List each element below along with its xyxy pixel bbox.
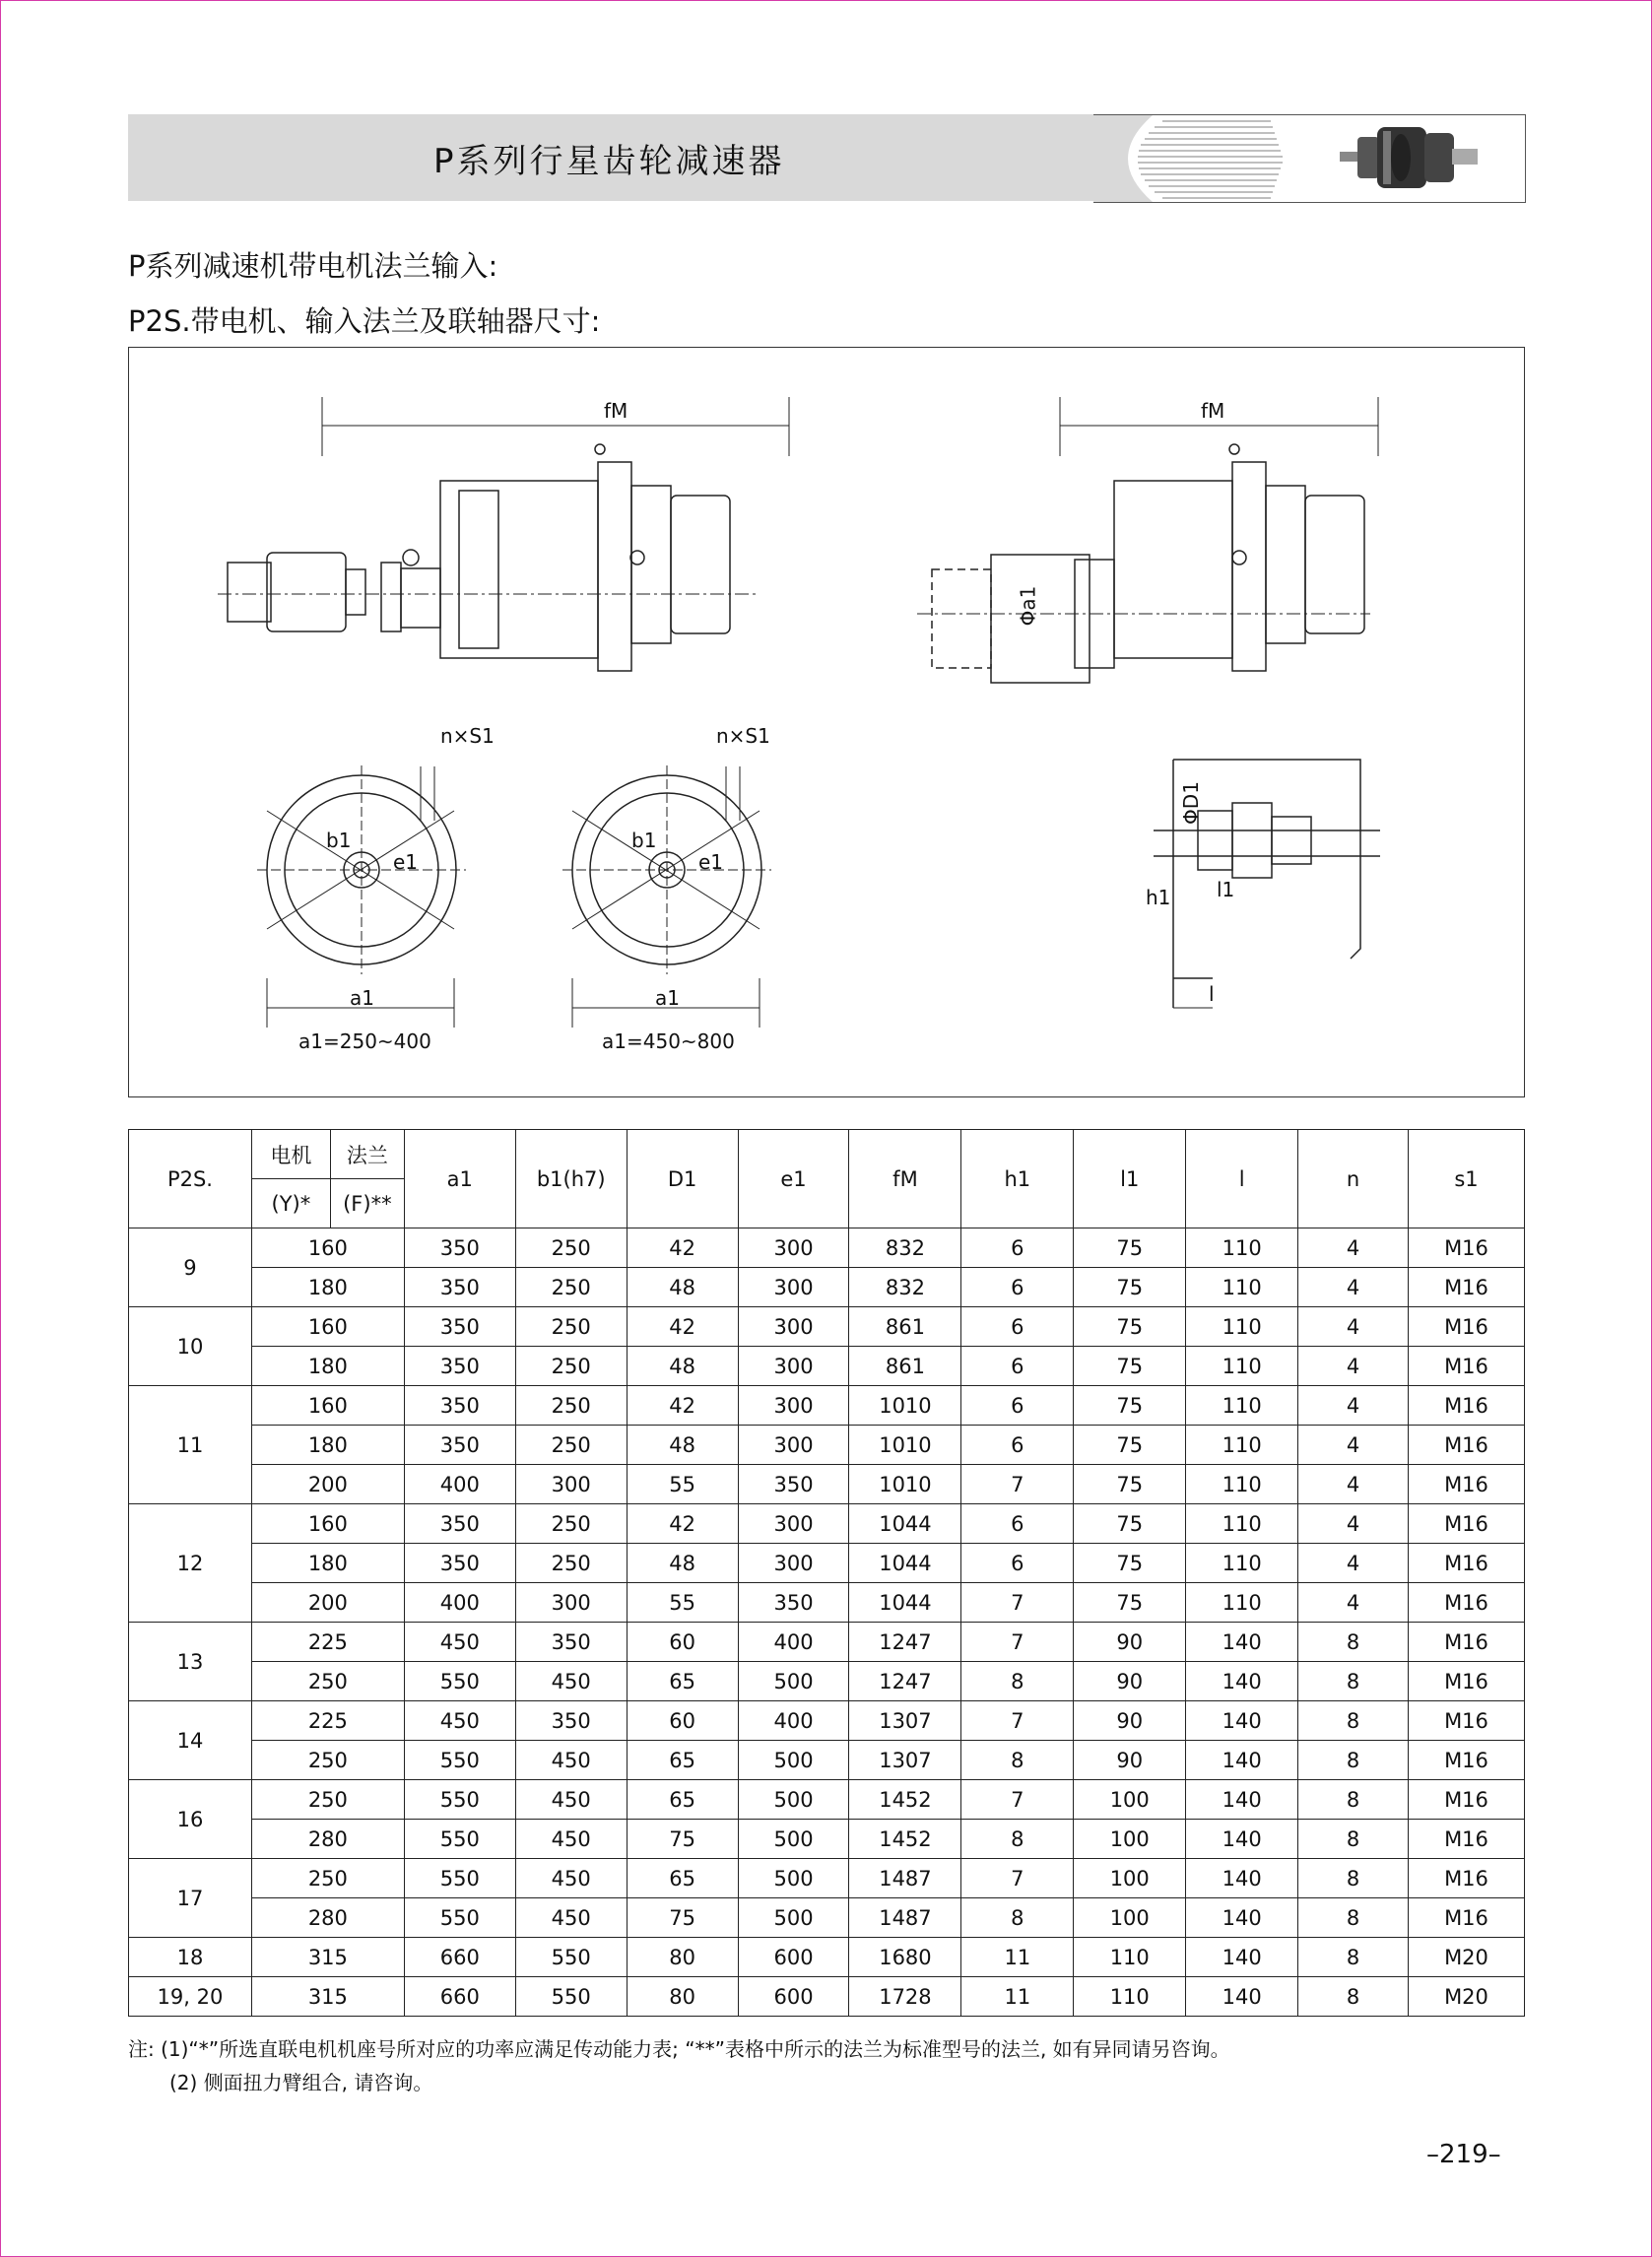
table-cell: 4 xyxy=(1298,1228,1409,1268)
size-cell: 17 xyxy=(129,1859,252,1938)
table-cell: 4 xyxy=(1298,1583,1409,1623)
table-cell: 1044 xyxy=(849,1504,961,1544)
footnote-2: (2) 侧面扭力臂组合, 请咨询。 xyxy=(169,2071,433,2094)
size-cell: 12 xyxy=(129,1504,252,1623)
table-cell: 300 xyxy=(738,1268,849,1307)
dimension-table xyxy=(128,1129,1525,2017)
table-cell: 550 xyxy=(515,1977,627,2017)
dim-nxs1-right: n×S1 xyxy=(716,724,770,748)
table-cell: 350 xyxy=(404,1307,515,1347)
table-cell: 140 xyxy=(1186,1977,1298,2017)
table-cell: 250 xyxy=(515,1347,627,1386)
table-cell: 7 xyxy=(961,1623,1074,1662)
table-cell: 60 xyxy=(627,1701,738,1741)
table-cell: 140 xyxy=(1186,1623,1298,1662)
table-cell: 250 xyxy=(515,1307,627,1347)
table-cell: M16 xyxy=(1408,1820,1524,1859)
table-cell: 48 xyxy=(627,1544,738,1583)
table-cell: 660 xyxy=(404,1938,515,1977)
page-title: P系列行星齿轮减速器 xyxy=(433,142,785,181)
table-cell: 11 xyxy=(961,1977,1074,2017)
table-cell: M16 xyxy=(1408,1228,1524,1268)
table-cell: 4 xyxy=(1298,1426,1409,1465)
table-cell: 6 xyxy=(961,1347,1074,1386)
table-cell: 450 xyxy=(515,1820,627,1859)
range-label-right: a1=450~800 xyxy=(602,1029,735,1053)
dim-h1: h1 xyxy=(1146,886,1171,909)
table-row xyxy=(129,1544,1525,1583)
table-row xyxy=(129,1386,1525,1426)
table-cell: 350 xyxy=(404,1426,515,1465)
table-cell: 8 xyxy=(1298,1701,1409,1741)
table-cell: 140 xyxy=(1186,1859,1298,1898)
table-cell: 1010 xyxy=(849,1465,961,1504)
table-cell: 350 xyxy=(404,1386,515,1426)
table-row xyxy=(129,1504,1525,1544)
table-cell: 110 xyxy=(1186,1544,1298,1583)
size-cell: 19, 20 xyxy=(129,1977,252,2017)
header-a1: a1 xyxy=(404,1130,515,1228)
table-cell: M16 xyxy=(1408,1347,1524,1386)
table-cell: 832 xyxy=(849,1228,961,1268)
table-cell: 4 xyxy=(1298,1386,1409,1426)
table-cell: 90 xyxy=(1074,1662,1186,1701)
table-cell: 110 xyxy=(1186,1583,1298,1623)
table-cell: 350 xyxy=(738,1465,849,1504)
table-row xyxy=(129,1426,1525,1465)
gear-reducer-photo xyxy=(1340,119,1487,196)
table-cell: 250 xyxy=(515,1544,627,1583)
table-cell: 1010 xyxy=(849,1386,961,1426)
table-cell: 48 xyxy=(627,1426,738,1465)
table-cell: 75 xyxy=(1074,1347,1186,1386)
table-cell: 90 xyxy=(1074,1623,1186,1662)
table-cell: 55 xyxy=(627,1583,738,1623)
table-cell: 200 xyxy=(251,1583,404,1623)
table-body xyxy=(129,1228,1525,2017)
table-cell: 75 xyxy=(1074,1504,1186,1544)
table-cell: M20 xyxy=(1408,1938,1524,1977)
table-cell: 861 xyxy=(849,1347,961,1386)
table-cell: 160 xyxy=(251,1228,404,1268)
table-cell: 75 xyxy=(1074,1307,1186,1347)
table-cell: 4 xyxy=(1298,1307,1409,1347)
table-cell: 1487 xyxy=(849,1859,961,1898)
table-cell: 65 xyxy=(627,1741,738,1780)
table-cell: 400 xyxy=(404,1465,515,1504)
header-e1: e1 xyxy=(738,1130,849,1228)
table-cell: M16 xyxy=(1408,1662,1524,1701)
table-cell: M16 xyxy=(1408,1623,1524,1662)
dim-fm-left: fM xyxy=(604,399,628,423)
table-cell: 450 xyxy=(515,1741,627,1780)
table-cell: M16 xyxy=(1408,1859,1524,1898)
table-row xyxy=(129,1820,1525,1859)
table-cell: 65 xyxy=(627,1662,738,1701)
table-cell: 180 xyxy=(251,1426,404,1465)
table-cell: 7 xyxy=(961,1465,1074,1504)
table-cell: 75 xyxy=(1074,1386,1186,1426)
table-cell: 280 xyxy=(251,1820,404,1859)
table-cell: 250 xyxy=(251,1662,404,1701)
table-cell: 8 xyxy=(961,1662,1074,1701)
table-cell: 6 xyxy=(961,1307,1074,1347)
size-cell: 16 xyxy=(129,1780,252,1859)
table-cell: 42 xyxy=(627,1504,738,1544)
table-row xyxy=(129,1938,1525,1977)
table-cell: 250 xyxy=(251,1859,404,1898)
table-cell: 450 xyxy=(515,1662,627,1701)
dim-phi-a1: Φa1 xyxy=(1016,585,1040,627)
table-cell: 250 xyxy=(515,1268,627,1307)
table-cell: 550 xyxy=(404,1898,515,1938)
table-cell: 4 xyxy=(1298,1268,1409,1307)
table-cell: 65 xyxy=(627,1780,738,1820)
table-cell: 300 xyxy=(738,1228,849,1268)
table-cell: 7 xyxy=(961,1859,1074,1898)
table-cell: M16 xyxy=(1408,1544,1524,1583)
table-cell: 250 xyxy=(251,1741,404,1780)
table-cell: 500 xyxy=(738,1820,849,1859)
table-cell: 6 xyxy=(961,1386,1074,1426)
table-cell: 75 xyxy=(1074,1426,1186,1465)
table-cell: 140 xyxy=(1186,1780,1298,1820)
table-cell: 90 xyxy=(1074,1741,1186,1780)
table-cell: 500 xyxy=(738,1859,849,1898)
table-cell: 300 xyxy=(738,1386,849,1426)
table-cell: 550 xyxy=(404,1859,515,1898)
table-cell: 140 xyxy=(1186,1701,1298,1741)
dim-l1: l1 xyxy=(1217,878,1235,901)
table-cell: 75 xyxy=(1074,1544,1186,1583)
table-cell: 500 xyxy=(738,1662,849,1701)
table-cell: 280 xyxy=(251,1898,404,1938)
table-cell: M16 xyxy=(1408,1504,1524,1544)
table-cell: 90 xyxy=(1074,1701,1186,1741)
table-cell: 315 xyxy=(251,1938,404,1977)
table-cell: 6 xyxy=(961,1268,1074,1307)
header-motor: 电机 xyxy=(251,1130,330,1179)
table-cell: M16 xyxy=(1408,1465,1524,1504)
table-cell: 100 xyxy=(1074,1820,1186,1859)
table-cell: 110 xyxy=(1186,1268,1298,1307)
table-cell: 7 xyxy=(961,1583,1074,1623)
table-cell: 8 xyxy=(1298,1662,1409,1701)
table-cell: 1044 xyxy=(849,1544,961,1583)
table-cell: 400 xyxy=(404,1583,515,1623)
header-b1: b1(h7) xyxy=(515,1130,627,1228)
dim-a1-left: a1 xyxy=(350,986,374,1010)
table-cell: M16 xyxy=(1408,1583,1524,1623)
table-cell: M20 xyxy=(1408,1977,1524,2017)
table-cell: 7 xyxy=(961,1701,1074,1741)
table-cell: 450 xyxy=(515,1780,627,1820)
table-cell: 550 xyxy=(404,1780,515,1820)
table-cell: 4 xyxy=(1298,1465,1409,1504)
table-cell: 300 xyxy=(738,1544,849,1583)
table-cell: 250 xyxy=(515,1228,627,1268)
table-cell: 300 xyxy=(738,1347,849,1386)
table-cell: 300 xyxy=(515,1583,627,1623)
table-cell: 65 xyxy=(627,1859,738,1898)
table-row xyxy=(129,1583,1525,1623)
table-cell: 110 xyxy=(1186,1504,1298,1544)
table-cell: 1010 xyxy=(849,1426,961,1465)
dim-phi-d1: ΦD1 xyxy=(1178,781,1203,825)
table-cell: 42 xyxy=(627,1228,738,1268)
table-cell: 450 xyxy=(515,1859,627,1898)
table-cell: 1247 xyxy=(849,1662,961,1701)
table-cell: 80 xyxy=(627,1977,738,2017)
table-cell: 8 xyxy=(1298,1623,1409,1662)
table-cell: 55 xyxy=(627,1465,738,1504)
table-cell: 4 xyxy=(1298,1504,1409,1544)
table-cell: 100 xyxy=(1074,1898,1186,1938)
table-row xyxy=(129,1228,1525,1268)
table-cell: 1307 xyxy=(849,1741,961,1780)
table-cell: 75 xyxy=(1074,1228,1186,1268)
table-cell: 1452 xyxy=(849,1780,961,1820)
table-row xyxy=(129,1898,1525,1938)
table-cell: 42 xyxy=(627,1307,738,1347)
table-cell: 75 xyxy=(1074,1268,1186,1307)
table-row xyxy=(129,1741,1525,1780)
table-cell: 500 xyxy=(738,1898,849,1938)
table-cell: 140 xyxy=(1186,1898,1298,1938)
table-cell: 140 xyxy=(1186,1938,1298,1977)
table-cell: 250 xyxy=(515,1426,627,1465)
dim-nxs1-left: n×S1 xyxy=(440,724,495,748)
table-cell: M16 xyxy=(1408,1741,1524,1780)
table-cell: 350 xyxy=(515,1701,627,1741)
drawing-svg xyxy=(129,348,1524,1096)
table-row xyxy=(129,1859,1525,1898)
table-cell: 110 xyxy=(1074,1977,1186,2017)
table-cell: 400 xyxy=(738,1701,849,1741)
table-cell: 861 xyxy=(849,1307,961,1347)
table-cell: 550 xyxy=(404,1662,515,1701)
table-cell: 1452 xyxy=(849,1820,961,1859)
table-cell: 11 xyxy=(961,1938,1074,1977)
table-cell: 6 xyxy=(961,1426,1074,1465)
table-cell: 200 xyxy=(251,1465,404,1504)
table-row xyxy=(129,1268,1525,1307)
table-cell: 8 xyxy=(961,1820,1074,1859)
table-cell: 180 xyxy=(251,1347,404,1386)
table-cell: 450 xyxy=(515,1898,627,1938)
table-row xyxy=(129,1977,1525,2017)
table-cell: 110 xyxy=(1074,1938,1186,1977)
table-cell: 1680 xyxy=(849,1938,961,1977)
size-cell: 9 xyxy=(129,1228,252,1307)
table-cell: 450 xyxy=(404,1701,515,1741)
table-cell: 350 xyxy=(404,1347,515,1386)
table-cell: 60 xyxy=(627,1623,738,1662)
table-cell: 48 xyxy=(627,1268,738,1307)
table-cell: 8 xyxy=(1298,1820,1409,1859)
header-d1: D1 xyxy=(627,1130,738,1228)
table-cell: 110 xyxy=(1186,1347,1298,1386)
table-row xyxy=(129,1701,1525,1741)
footnotes xyxy=(128,2032,1230,2099)
table-row xyxy=(129,1307,1525,1347)
table-cell: 250 xyxy=(515,1386,627,1426)
table-cell: 75 xyxy=(1074,1465,1186,1504)
table-cell: M16 xyxy=(1408,1701,1524,1741)
table-row xyxy=(129,1465,1525,1504)
range-label-left: a1=250~400 xyxy=(298,1029,431,1053)
section-subheading: P2S.带电机、输入法兰及联轴器尺寸: xyxy=(128,304,601,338)
dim-a1-right: a1 xyxy=(655,986,680,1010)
size-cell: 14 xyxy=(129,1701,252,1780)
table-cell: 225 xyxy=(251,1701,404,1741)
table-cell: 300 xyxy=(738,1307,849,1347)
table-row xyxy=(129,1662,1525,1701)
table-cell: 140 xyxy=(1186,1820,1298,1859)
header-l: l xyxy=(1186,1130,1298,1228)
technical-drawing xyxy=(128,347,1525,1097)
table-cell: 6 xyxy=(961,1504,1074,1544)
header-fm: fM xyxy=(849,1130,961,1228)
table-cell: 500 xyxy=(738,1780,849,1820)
table-cell: 300 xyxy=(738,1426,849,1465)
table-cell: 42 xyxy=(627,1386,738,1426)
table-cell: 8 xyxy=(961,1741,1074,1780)
table-cell: 350 xyxy=(404,1544,515,1583)
table-cell: 140 xyxy=(1186,1741,1298,1780)
table-cell: M16 xyxy=(1408,1307,1524,1347)
table-cell: 4 xyxy=(1298,1544,1409,1583)
table-cell: 1307 xyxy=(849,1701,961,1741)
header-n: n xyxy=(1298,1130,1409,1228)
table-cell: 350 xyxy=(404,1504,515,1544)
header-banner xyxy=(128,114,1525,201)
dim-fm-right: fM xyxy=(1201,399,1225,423)
table-cell: 110 xyxy=(1186,1307,1298,1347)
table-cell: 350 xyxy=(738,1583,849,1623)
table-cell: 110 xyxy=(1186,1228,1298,1268)
header-flange-sub: (F)** xyxy=(330,1179,404,1228)
header-s1: s1 xyxy=(1408,1130,1524,1228)
table-cell: 180 xyxy=(251,1544,404,1583)
table-cell: M16 xyxy=(1408,1780,1524,1820)
footnote-1: 注: (1)“*”所选直联电机机座号所对应的功率应满足传动能力表; “**”表格中所示的法兰为标准型号的法兰, 如有异同请另咨询。 xyxy=(128,2037,1230,2061)
table-cell: 350 xyxy=(404,1268,515,1307)
table-cell: 7 xyxy=(961,1780,1074,1820)
table-cell: 160 xyxy=(251,1386,404,1426)
table-cell: 1044 xyxy=(849,1583,961,1623)
table-cell: M16 xyxy=(1408,1268,1524,1307)
table-cell: 300 xyxy=(738,1504,849,1544)
table-cell: 110 xyxy=(1186,1386,1298,1426)
header-motor-sub: (Y)* xyxy=(251,1179,330,1228)
table-cell: 4 xyxy=(1298,1347,1409,1386)
table-cell: 140 xyxy=(1186,1662,1298,1701)
table-cell: 80 xyxy=(627,1938,738,1977)
table-cell: 550 xyxy=(515,1938,627,1977)
table-cell: 6 xyxy=(961,1228,1074,1268)
table-cell: 832 xyxy=(849,1268,961,1307)
table-cell: 550 xyxy=(404,1820,515,1859)
table-cell: 100 xyxy=(1074,1780,1186,1820)
dim-b1-right: b1 xyxy=(631,829,657,852)
table-cell: 48 xyxy=(627,1347,738,1386)
table-cell: 110 xyxy=(1186,1426,1298,1465)
dim-e1-left: e1 xyxy=(393,850,419,874)
header-h1: h1 xyxy=(961,1130,1074,1228)
table-row xyxy=(129,1623,1525,1662)
header-flange: 法兰 xyxy=(330,1130,404,1179)
table-cell: M16 xyxy=(1408,1898,1524,1938)
table-cell: 500 xyxy=(738,1741,849,1780)
table-cell: 8 xyxy=(1298,1780,1409,1820)
size-cell: 10 xyxy=(129,1307,252,1386)
table-cell: 75 xyxy=(627,1898,738,1938)
size-cell: 13 xyxy=(129,1623,252,1701)
table-cell: 8 xyxy=(1298,1977,1409,2017)
table-cell: 1728 xyxy=(849,1977,961,2017)
table-cell: 8 xyxy=(1298,1859,1409,1898)
table-cell: 180 xyxy=(251,1268,404,1307)
dim-b1-left: b1 xyxy=(326,829,352,852)
size-cell: 11 xyxy=(129,1386,252,1504)
table-cell: 250 xyxy=(251,1780,404,1820)
table-cell: 250 xyxy=(515,1504,627,1544)
dim-e1-right: e1 xyxy=(698,850,724,874)
table-cell: 8 xyxy=(1298,1741,1409,1780)
table-row xyxy=(129,1347,1525,1386)
size-cell: 18 xyxy=(129,1938,252,1977)
table-cell: 450 xyxy=(404,1623,515,1662)
table-cell: 6 xyxy=(961,1544,1074,1583)
header-l1: l1 xyxy=(1074,1130,1186,1228)
table-cell: 300 xyxy=(515,1465,627,1504)
table-cell: 75 xyxy=(627,1820,738,1859)
table-cell: M16 xyxy=(1408,1386,1524,1426)
section-heading: P系列减速机带电机法兰输入: xyxy=(128,249,498,283)
table-cell: 8 xyxy=(1298,1938,1409,1977)
table-cell: M16 xyxy=(1408,1426,1524,1465)
table-cell: 75 xyxy=(1074,1583,1186,1623)
dim-l: l xyxy=(1209,982,1215,1006)
table-cell: 110 xyxy=(1186,1465,1298,1504)
table-cell: 160 xyxy=(251,1307,404,1347)
table-cell: 1247 xyxy=(849,1623,961,1662)
table-cell: 350 xyxy=(515,1623,627,1662)
table-cell: 8 xyxy=(961,1898,1074,1938)
table-cell: 660 xyxy=(404,1977,515,2017)
table-row xyxy=(129,1780,1525,1820)
table-cell: 8 xyxy=(1298,1898,1409,1938)
page-number: –219– xyxy=(1426,2140,1501,2169)
table-cell: 315 xyxy=(251,1977,404,2017)
header-p2s: P2S. xyxy=(129,1130,252,1228)
table-cell: 400 xyxy=(738,1623,849,1662)
table-cell: 160 xyxy=(251,1504,404,1544)
table-cell: 600 xyxy=(738,1977,849,2017)
table-cell: 1487 xyxy=(849,1898,961,1938)
table-cell: 350 xyxy=(404,1228,515,1268)
table-cell: 600 xyxy=(738,1938,849,1977)
table-cell: 100 xyxy=(1074,1859,1186,1898)
table-cell: 550 xyxy=(404,1741,515,1780)
table-cell: 225 xyxy=(251,1623,404,1662)
